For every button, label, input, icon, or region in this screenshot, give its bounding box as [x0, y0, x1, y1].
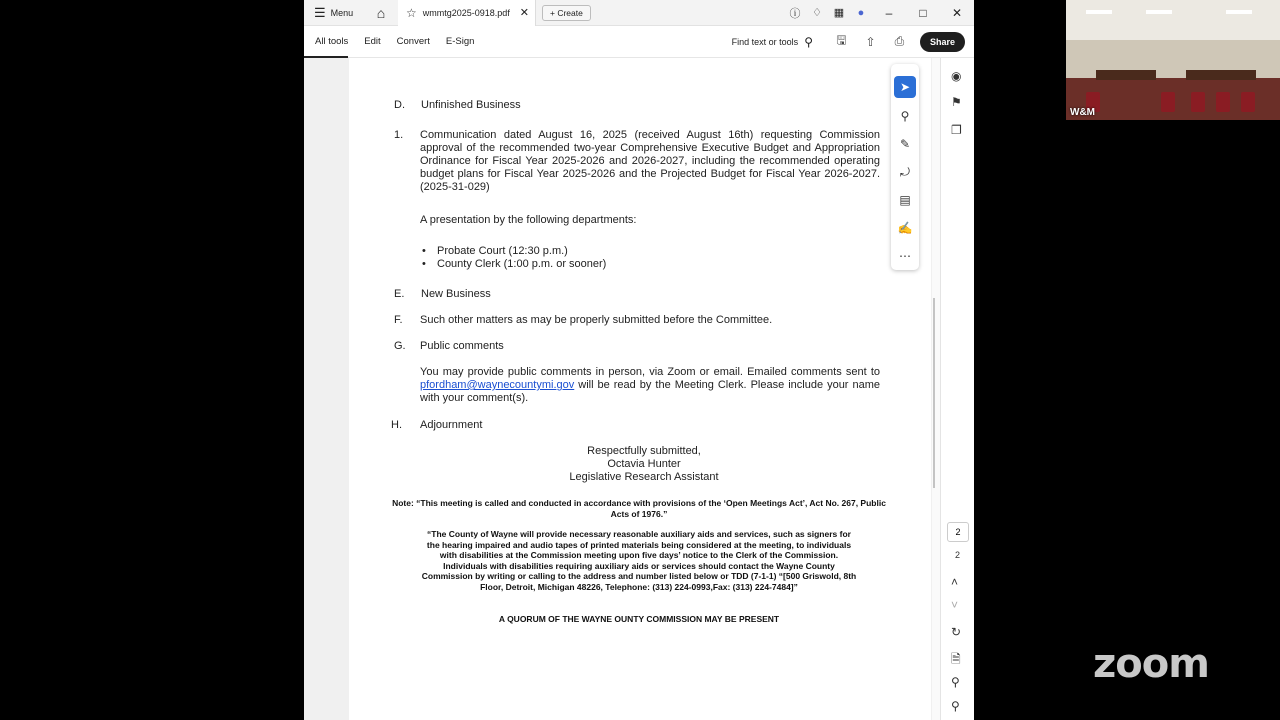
section-title: Public comments: [420, 340, 504, 352]
email-link[interactable]: pfordham@waynecountymi.gov: [420, 379, 575, 391]
select-cursor-icon[interactable]: ➤: [894, 76, 916, 98]
star-icon[interactable]: ☆: [406, 5, 417, 20]
signoff: Respectfully submitted,: [587, 445, 701, 457]
ceiling-light: [1086, 10, 1112, 14]
window-close-icon[interactable]: ✕: [951, 5, 963, 20]
presentation-intro: A presentation by the following departments:: [420, 214, 637, 226]
right-rail: [940, 58, 974, 720]
main-toolbar: [304, 26, 974, 58]
section-letter: G.: [394, 340, 406, 352]
more-icon[interactable]: ⋯: [899, 249, 911, 263]
section-letter: H.: [391, 419, 402, 431]
zoom-logo: zoom: [1093, 641, 1209, 687]
video-chair: [1241, 92, 1255, 112]
pen-icon[interactable]: ✎: [899, 137, 911, 151]
bullet-item: Probate Court (12:30 p.m.): [437, 245, 568, 257]
lasso-icon[interactable]: ⤾: [900, 165, 910, 179]
section-letter: D.: [394, 99, 405, 111]
print-icon[interactable]: ⎙: [894, 34, 905, 48]
tab-edit[interactable]: Edit: [364, 35, 381, 47]
section-letter: E.: [394, 288, 405, 300]
pages-icon[interactable]: ❐: [951, 123, 962, 137]
save-icon[interactable]: 🖫: [836, 33, 847, 47]
hamburger-icon: ☰: [314, 4, 326, 20]
search-icon: ⚲: [804, 34, 813, 49]
account-icon[interactable]: ●: [857, 6, 865, 19]
signer-title: Legislative Research Assistant: [569, 471, 719, 483]
file-icon[interactable]: 🗎: [951, 652, 961, 666]
video-chair: [1216, 92, 1230, 112]
chevron-down-icon[interactable]: ˅: [951, 598, 959, 612]
quick-tools-bar: [891, 64, 919, 270]
text-box-icon[interactable]: ▤: [899, 193, 911, 207]
create-label: Create: [557, 7, 583, 18]
tab-title: wmmtg2025-0918.pdf: [422, 7, 510, 18]
tab-all-tools[interactable]: All tools: [304, 26, 348, 58]
quorum-notice: A QUORUM OF THE WAYNE OUNTY COMMISSION MAY BE PRESENT: [498, 614, 780, 624]
minimize-icon[interactable]: –: [885, 5, 893, 20]
participant-video[interactable]: [1066, 0, 1280, 120]
pdf-page[interactable]: [349, 58, 931, 720]
apps-grid-icon[interactable]: ▦: [833, 7, 845, 19]
maximize-icon[interactable]: □: [919, 5, 927, 20]
home-icon[interactable]: ⌂: [376, 4, 386, 21]
ceiling-light: [1226, 10, 1252, 14]
plus-icon: +: [550, 7, 558, 18]
zoom-out-icon[interactable]: ⚲: [951, 699, 960, 713]
refresh-icon[interactable]: ↻: [951, 625, 962, 639]
scrollbar-thumb[interactable]: [933, 298, 935, 488]
section-title: Such other matters as may be properly submitted before the Committee.: [420, 314, 773, 326]
help-icon[interactable]: ⓘ: [789, 7, 801, 20]
fill-sign-icon[interactable]: ✍: [897, 221, 913, 235]
ai-assistant-icon[interactable]: ◉: [951, 69, 962, 83]
section-title: Unfinished Business: [421, 99, 521, 111]
current-page-input[interactable]: 2: [947, 522, 969, 542]
signer-name: Octavia Hunter: [607, 458, 681, 470]
total-pages: 2: [955, 550, 961, 560]
tab-e-sign[interactable]: E-Sign: [445, 35, 475, 47]
video-ceiling: [1066, 0, 1280, 40]
open-meetings-note: Note: “This meeting is called and conducted in accordance with provisions of the ‘Open Meetings Act’, Act No. 267, Public Acts of 1976.”: [392, 498, 886, 519]
item-text: Communication dated August 16, 2025 (received August 16th) requesting Commission approval of the recommended two-year Comprehensive Executive Budget and Appropriation Ordinance for Fiscal Year 2025-2026 and 2026-2027, including the recommended operating budget plans for Fiscal Year 2025-2026 and the Projected Budget for Fiscal Year 2026-2027. (2025-31-029): [420, 129, 880, 193]
menu-button[interactable]: [304, 5, 364, 21]
item-number: 1.: [394, 129, 404, 141]
video-chair: [1161, 92, 1175, 112]
document-tab[interactable]: [398, 0, 536, 26]
public-comments-text: [420, 366, 880, 405]
document-area: [304, 58, 940, 720]
section-title: New Business: [421, 288, 491, 300]
find-label: Find text or tools: [731, 36, 799, 47]
bullet-dot: •: [422, 245, 426, 257]
zoom-in-icon[interactable]: ⚲: [951, 675, 960, 689]
create-button[interactable]: [542, 5, 591, 21]
vertical-scrollbar[interactable]: [932, 58, 940, 720]
video-desk: [1096, 70, 1156, 80]
menu-label: Menu: [330, 7, 354, 18]
pdf-viewer-window: [304, 0, 974, 720]
bell-icon[interactable]: ♢: [812, 7, 822, 19]
tab-convert[interactable]: Convert: [396, 35, 430, 47]
title-bar: [304, 0, 974, 26]
chevron-up-icon[interactable]: ˄: [951, 575, 959, 589]
video-chair: [1191, 92, 1205, 112]
section-title: Adjournment: [420, 419, 483, 431]
public-text-1: You may provide public comments in person, via Zoom or email. Emailed comments sent to: [420, 366, 880, 378]
public-text-2: will be read by the Meeting Clerk. Please include your name with your comment(s).: [420, 379, 880, 404]
upload-icon[interactable]: ⇧: [865, 34, 876, 49]
bullet-dot: •: [422, 258, 426, 270]
share-button[interactable]: Share: [920, 32, 965, 52]
participant-name: W&M: [1070, 107, 1095, 118]
ceiling-light: [1146, 10, 1172, 14]
find-tools-button[interactable]: [732, 35, 813, 49]
bullet-item: County Clerk (1:00 p.m. or sooner): [437, 258, 607, 270]
comment-icon[interactable]: ⚲: [900, 109, 910, 123]
ada-notice: “The County of Wayne will provide necessary reasonable auxiliary aids and services, such as signers for the hearing impaired and audio tapes of printed materials being considered at the meeting, to individuals with disabilities at the Commission meeting upon five days’ notice to the Clerk of the Commission. Individuals with disabilities requiring auxiliary aids or services should contact the Wayne County Commission by writing or calling to the address and number listed below or TDD (7-1-1) “[500 Griswold, 8th Floor, Detroit, Michigan 48226, Telephone: (313) 224-0993,Fax: (313) 224-7484]”: [421, 529, 857, 592]
video-desk: [1186, 70, 1256, 80]
close-icon[interactable]: ✕: [519, 7, 529, 19]
section-letter: F.: [394, 314, 403, 326]
bookmark-icon[interactable]: ⚑: [951, 95, 962, 109]
